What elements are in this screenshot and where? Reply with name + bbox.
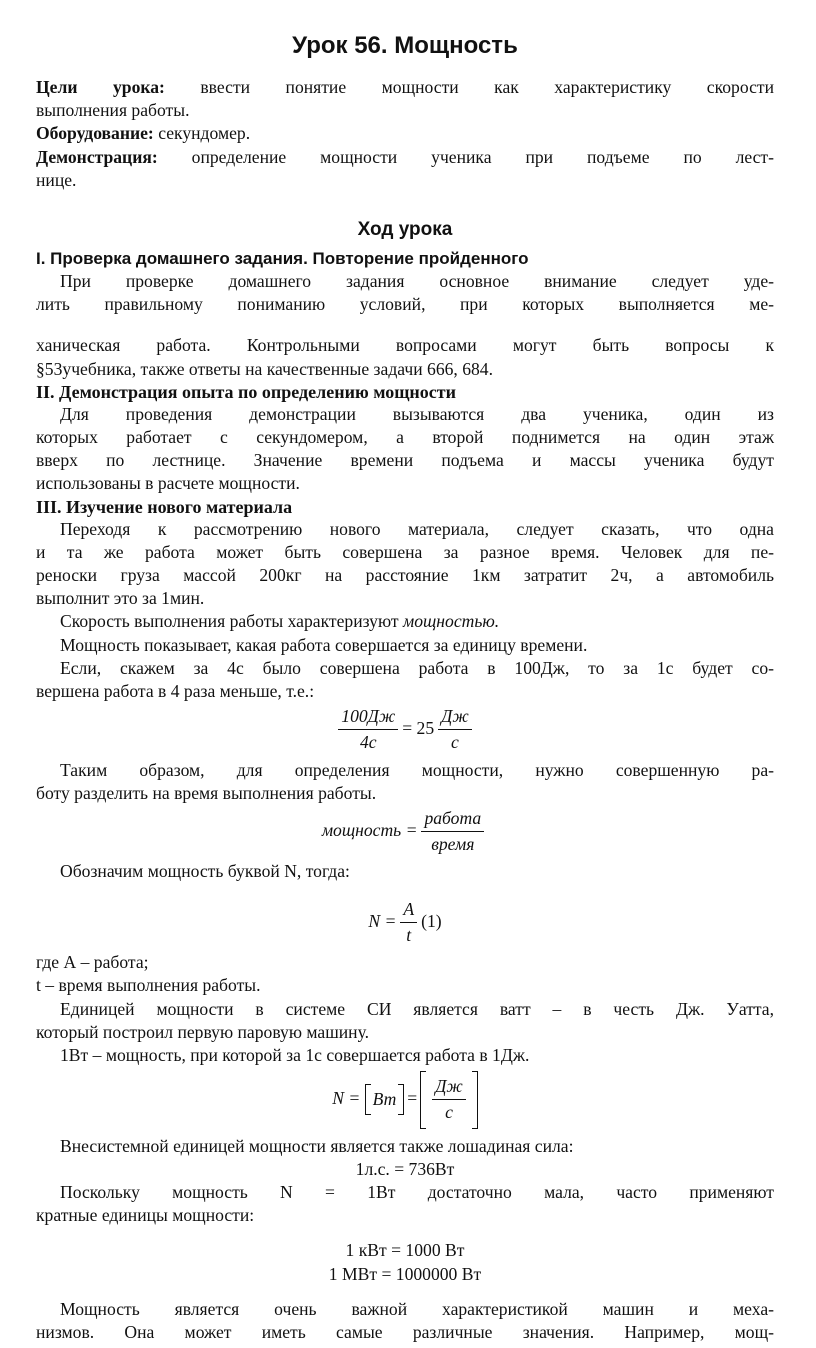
formula-gap <box>36 1286 774 1298</box>
s3-p10-line-2: кратные единицы мощности: <box>36 1205 255 1226</box>
s2-line-3: вверх по лестнице. Значение времени подъема и массы ученика будут <box>36 450 774 471</box>
formula-energy-per-second <box>36 705 774 754</box>
formula-lhs: N = <box>332 1087 361 1108</box>
fraction <box>338 705 398 754</box>
s2-line-1: Для проведения демонстрации вызываются два ученика, один из <box>60 403 774 424</box>
page-gap <box>36 316 774 334</box>
s3-p5-line-2: боту разделить на время выполнения работы. <box>36 782 377 803</box>
equipment-text: секундомер. <box>158 123 251 144</box>
fraction <box>400 898 417 947</box>
s3-p7-line-1: Единицей мощности в системе СИ является ватт – в честь Дж. Уатта, <box>60 998 774 1019</box>
equipment-label: Оборудование: <box>36 123 154 144</box>
fraction-numerator: работа <box>421 807 484 832</box>
s3-p11-line-1: Мощность является очень важной характеристикой машин и меха- <box>60 1298 774 1319</box>
demo-label: Демонстрация: <box>36 146 158 167</box>
where-line-2: t – время выполнения работы. <box>36 975 261 996</box>
equipment-line <box>36 122 774 145</box>
fraction-numerator: Дж <box>432 1075 466 1100</box>
s3-p2-text: Скорость выполнения работы характеризуют <box>60 611 403 632</box>
equation-number: (1) <box>421 910 442 931</box>
fraction-denominator: 4с <box>359 732 377 753</box>
section-2-title: II. Демонстрация опыта по определению мощности <box>36 381 457 402</box>
section-1-title: I. Проверка домашнего задания. Повторение пройденного <box>36 249 529 269</box>
s3-p2-term: мощностью. <box>402 611 500 632</box>
fraction-numerator: A <box>400 898 417 923</box>
lesson-title: Урок 56. Мощность <box>292 32 518 59</box>
s2-line-4: использованы в расчете мощности. <box>36 473 300 494</box>
s3-p4-line-1: Если, скажем за 4с было совершена работа в 100Дж, то за 1с будет со- <box>60 657 774 678</box>
unit-fraction <box>438 705 472 754</box>
fraction <box>421 807 484 856</box>
formula-gap <box>36 1227 774 1239</box>
formula-lhs: N = <box>368 910 397 931</box>
fraction-denominator: время <box>431 834 475 855</box>
s1-line-1: При проверке домашнего задания основное внимание следует уде- <box>60 271 774 292</box>
fraction-denominator: с <box>445 1102 453 1123</box>
lesson-meta <box>36 76 774 192</box>
goals-label: Цели урока: <box>36 77 165 97</box>
equals-value: = 25 <box>402 718 435 739</box>
s1-line-3: ханическая работа. Контрольными вопросами могут быть вопросы к <box>36 335 774 356</box>
demo-text: определение мощности ученика при подъеме по лест- <box>191 146 774 167</box>
s3-p6: Обозначим мощность буквой N, тогда: <box>60 861 350 882</box>
s3-p4-line-2: вершена работа в 4 раза меньше, т.е.: <box>36 681 315 702</box>
formula-lhs: мощность = <box>321 819 418 840</box>
unit-symbol: Вт <box>372 1089 397 1110</box>
course-heading: Ход урока <box>357 219 453 241</box>
s3-p8: 1Вт – мощность, при которой за 1с совершается работа в 1Дж. <box>60 1044 530 1065</box>
unit-bracket <box>420 1075 478 1124</box>
s1-line-2: лить правильному пониманию условий, при которых выполняется ме- <box>36 294 774 315</box>
fraction <box>432 1075 466 1124</box>
goals-text: ввести понятие мощности как характеристику скорости <box>200 77 774 97</box>
formula-megawatt: 1 МВт = 1000000 Вт <box>328 1263 482 1284</box>
formula-power-definition <box>36 807 774 856</box>
equals-sign: = <box>407 1087 418 1108</box>
s3-p9: Внесистемной единицей мощности является также лошадиная сила: <box>60 1135 574 1156</box>
s3-p5-line-1: Таким образом, для определения мощности, нужно совершенную ра- <box>60 759 774 780</box>
s3-p7-line-2: который построил первую паровую машину. <box>36 1021 370 1042</box>
s3-p1-line-2: и та же работа может быть совершена за разное время. Человек для пе- <box>36 541 774 562</box>
formula-n-equals-a-over-t <box>36 898 774 947</box>
fraction-denominator: t <box>406 924 412 945</box>
formula-horsepower: 1л.с. = 736Вт <box>355 1158 455 1179</box>
formula-watt-unit <box>36 1075 774 1124</box>
s3-p1-line-4: выполнит это за 1мин. <box>36 588 205 609</box>
demo-line-2: нице. <box>36 169 77 190</box>
s3-p10-line-1: Поскольку мощность N = 1Вт достаточно мала, часто применяют <box>60 1181 774 1202</box>
s3-p1-line-1: Переходя к рассмотрению нового материала, следует сказать, что одна <box>60 518 774 539</box>
goals-line-2: выполнения работы. <box>36 100 190 121</box>
goals-line-1 <box>36 76 774 99</box>
unit-bracket <box>365 1088 405 1111</box>
unit-denominator: с <box>451 732 459 753</box>
where-line-1: где А – работа; <box>36 952 149 973</box>
formula-kilowatt: 1 кВт = 1000 Вт <box>345 1240 465 1261</box>
s3-p3: Мощность показывает, какая работа совершается за единицу времени. <box>60 634 588 655</box>
fraction-numerator: 100Дж <box>338 705 398 730</box>
unit-numerator: Дж <box>438 705 472 730</box>
s1-line-4: §53учебника, также ответы на качественные задачи 666, 684. <box>36 358 494 379</box>
s3-p1-line-3: реноски груза массой 200кг на расстояние 1км затратит 2ч, а автомобиль <box>36 565 774 586</box>
s2-line-2: которых работает с секундомером, а второй поднимется на один этаж <box>36 427 774 448</box>
demo-line-1 <box>36 146 774 169</box>
s3-p11-line-2: низмов. Она может иметь самые различные значения. Например, мощ- <box>36 1321 774 1342</box>
section-3-title: III. Изучение нового материала <box>36 496 293 517</box>
page <box>36 30 774 1344</box>
s3-p2 <box>36 610 774 633</box>
